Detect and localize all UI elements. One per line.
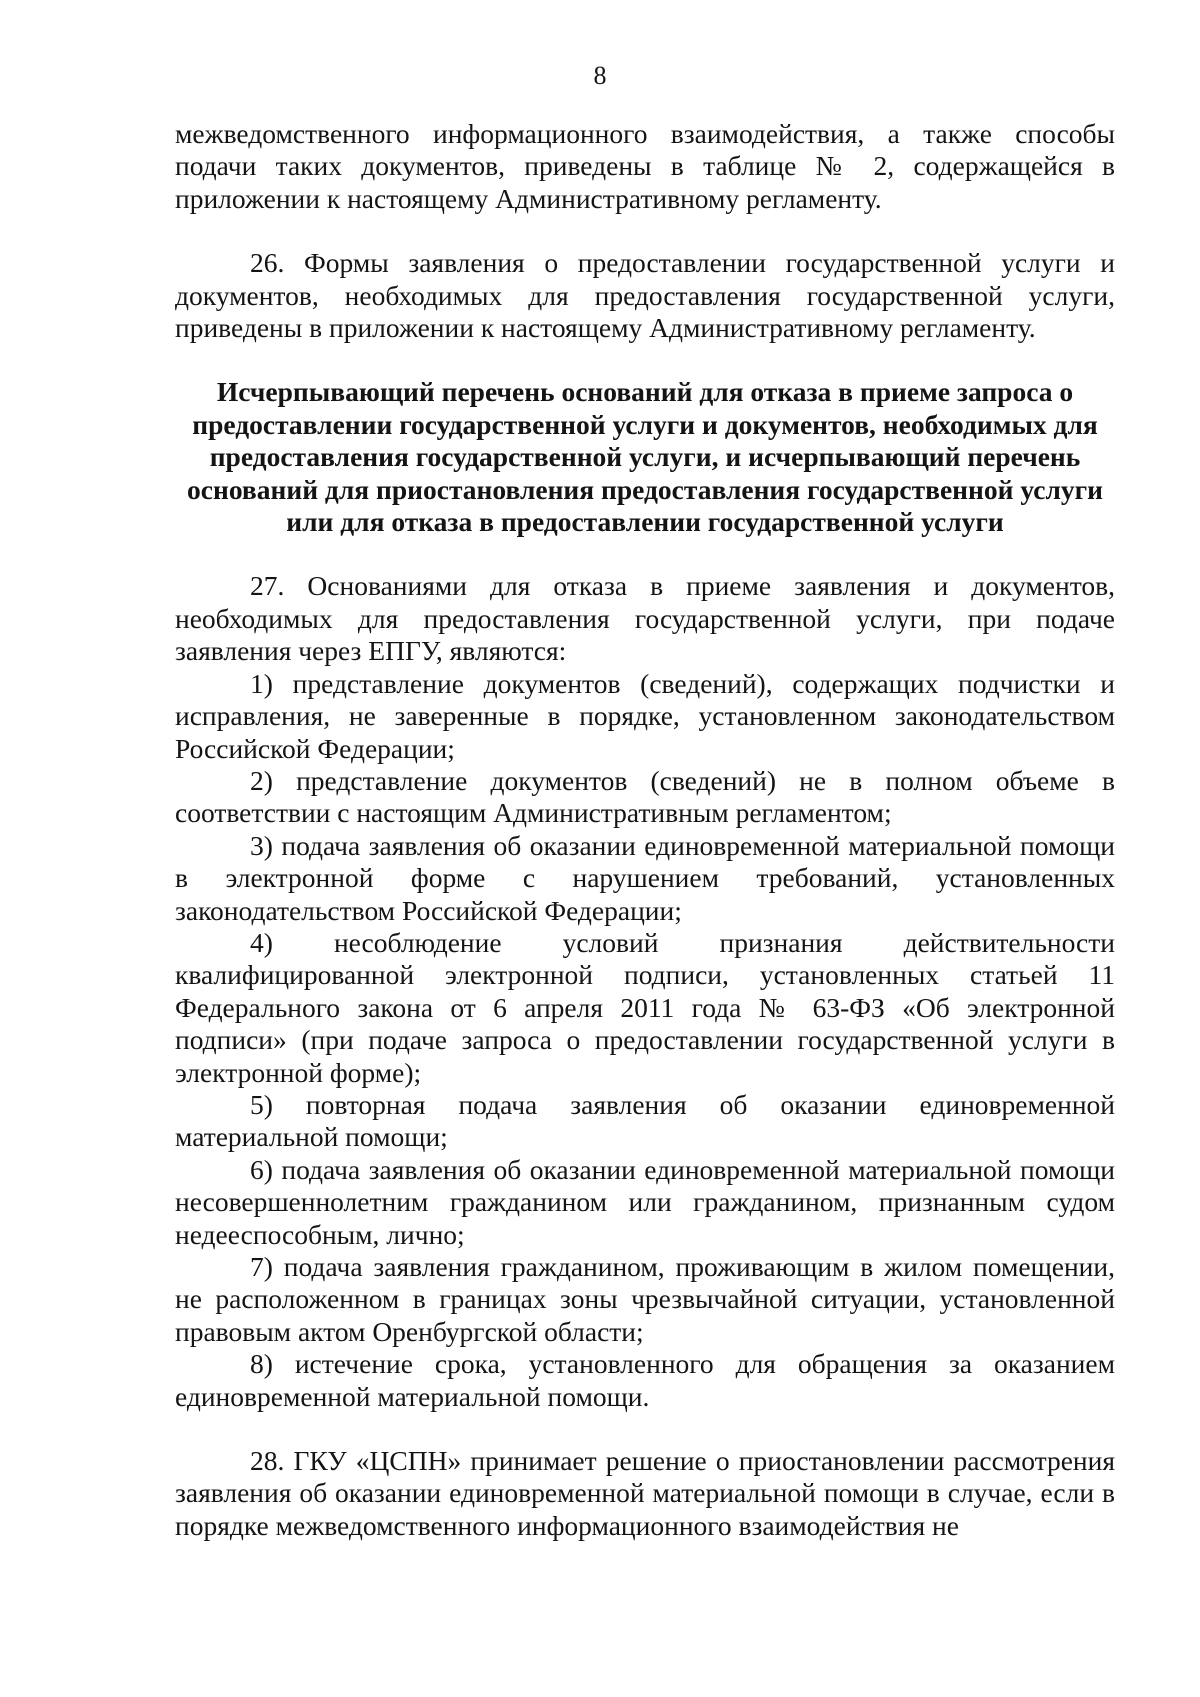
- list-item: 6) подача заявления об оказании единовременной материальной помощи несовершеннолетним гражданином или гражданином, признанным судом недееспособным, лично;: [175, 1153, 1115, 1250]
- paragraph-27: 27. Основаниями для отказа в приеме заявления и документов, необходимых для предоставления государственной услуги, при подаче заявления через ЕПГУ, являются:: [175, 570, 1115, 667]
- list-item: 7) подача заявления гражданином, проживающим в жилом помещении, не расположенном в границах зоны чрезвычайной ситуации, установленной правовым актом Оренбургской области;: [175, 1251, 1115, 1347]
- paragraph-28: 28. ГКУ «ЦСПН» принимает решение о приостановлении рассмотрения заявления об оказании единовременной материальной помощи в случае, если в порядке межведомственного информационного взаимодействия не: [175, 1445, 1115, 1541]
- page-number: 8: [593, 61, 607, 90]
- list-item: 1) представление документов (сведений), содержащих подчистки и исправления, не заверенные в порядке, установленном законодательством Российской Федерации;: [175, 667, 1115, 764]
- list-item: 3) подача заявления об оказании единовременной материальной помощи в электронной форме с нарушением требований, установленных законодательством Российской Федерации;: [175, 829, 1115, 926]
- section-heading: Исчерпывающий перечень оснований для отказа в приеме запроса о предоставлении государственной услуги и документов, необходимых для предоставления государственной услуги, и исчерпывающий перечень оснований для приостановления предоставления государственной услуги или для отказа в предоставлении государственной услуги: [187, 376, 1103, 538]
- list-item: 4) несоблюдение условий признания действительности квалифицированной электронной подписи, установленных статьей 11 Федерального закона от 6 апреля 2011 года № 63-ФЗ «Об электронной подписи» (при подаче запроса о предоставлении государственной услуги в электронной форме);: [175, 926, 1115, 1088]
- list-item: 5) повторная подача заявления об оказании единовременной материальной помощи;: [175, 1088, 1115, 1153]
- page-body: [175, 118, 1115, 1542]
- continuation-paragraph: межведомственного информационного взаимодействия, а также способы подачи таких документов, приведены в таблице № 2, содержащейся в приложении к настоящему Административному регламенту.: [175, 118, 1115, 214]
- list-item: 8) истечение срока, установленного для обращения за оказанием единовременной материальной помощи.: [175, 1348, 1115, 1412]
- paragraph-26: 26. Формы заявления о предоставлении государственной услуги и документов, необходимых для предоставления государственной услуги, приведены в приложении к настоящему Административному регламенту.: [175, 247, 1115, 344]
- list-item: 2) представление документов (сведений) не в полном объеме в соответствии с настоящим Административным регламентом;: [175, 764, 1115, 829]
